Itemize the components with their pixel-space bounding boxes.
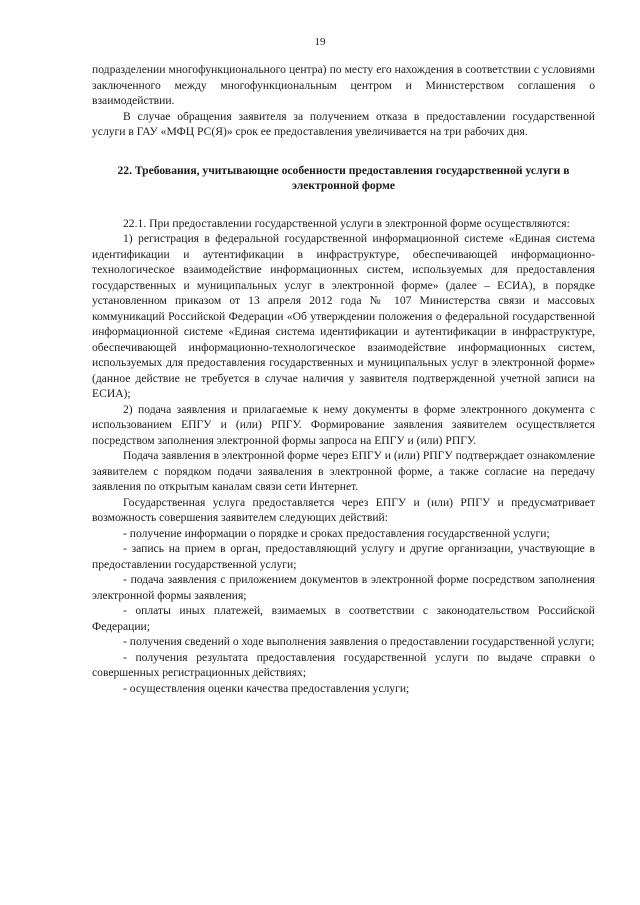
document-body [92,62,595,696]
list-item: - получение информации о порядке и сроках предоставления государственной услуги; [123,526,550,540]
paragraph-service-actions: Государственная услуга предоставляется через ЕПГУ и (или) РПГУ и предусматривает возможность совершения заявителем следующих действий: [92,495,595,524]
paragraph-electronic-consent: Подача заявления в электронной форме через ЕПГУ и (или) РПГУ подтверждает ознакомление заявителем с порядком подачи заяваления в электронной форме, а также согласие на передачу заявления по открытым каналам связи сети Интернет. [92,449,595,493]
paragraph-continuation: подразделении многофункционального центра) по месту его нахождения в соответствии с условиями заключенного между многофункциональным центром и Министерством соглашения о взаимодействии. [92,63,595,107]
section-heading: 22. Требования, учитывающие особенности предоставления государственной услуги в электронной форме [117,163,570,192]
page-number: 19 [314,36,326,48]
paragraph-22-1: 22.1. При предоставлении государственной услуги в электронной форме осуществляются: [123,216,570,230]
list-item: - получения сведений о ходе выполнения заявления о предоставлении государственной услуги; [123,635,595,648]
list-item: - запись на прием в орган, предоставляющий услугу и другие организации, участвующие в предоставлении государственной услуги; [92,542,595,571]
paragraph-refusal-term: В случае обращения заявителя за получением отказа в предоставлении государственной услуги в ГАУ «МФЦ РС(Я)» срок ее предоставления увеличивается на три рабочих дня. [92,109,595,138]
paragraph-application-submission: 2) подача заявления и прилагаемые к нему документы в форме электронного документа с использованием ЕПГУ и (или) РПГУ. Формирование заявления заявителем осуществляется посредством заполнения электронной формы запроса на ЕПГУ и (или) РПГУ. [92,402,595,447]
list-item: - получения результата предоставления государственной услуги по выдаче справки о совершенных регистрационных действиях; [92,650,595,679]
list-item: - подача заявления с приложением документов в электронной форме посредством заполнения электронной формы заявления; [92,573,595,602]
list-item: - осуществления оценки качества предоставления услуги; [123,681,410,695]
paragraph-esia-registration: 1) регистрация в федеральной государственной информационной системе «Единая система идентификации и аутентификации в инфраструктуре, обеспечивающей информационно-технологическое взаимодействие информационных систем, используемых для предоставления государственных и муниципальных услуг в электронной форме» (далее – ЕСИА), в порядке установленном приказом от 13 апреля 2012 года № 107 Министерства связи и массовых коммуникаций Российской Федерации «Об утверждении положения о федеральной государственной информационной системе «Единая система идентификации и аутентификации в инфраструктуре, обеспечивающей информационно-технологическое взаимодействие информационных систем, используемых для предоставления государственных и муниципальных услуг в электронной форме» (данное действие не требуется в случае наличия у заявителя подтвержденной учетной записи на ЕСИА); [92,232,595,400]
list-item: - оплаты иных платежей, взимаемых в соответствии с законодательством Российской Федерации; [92,604,595,633]
